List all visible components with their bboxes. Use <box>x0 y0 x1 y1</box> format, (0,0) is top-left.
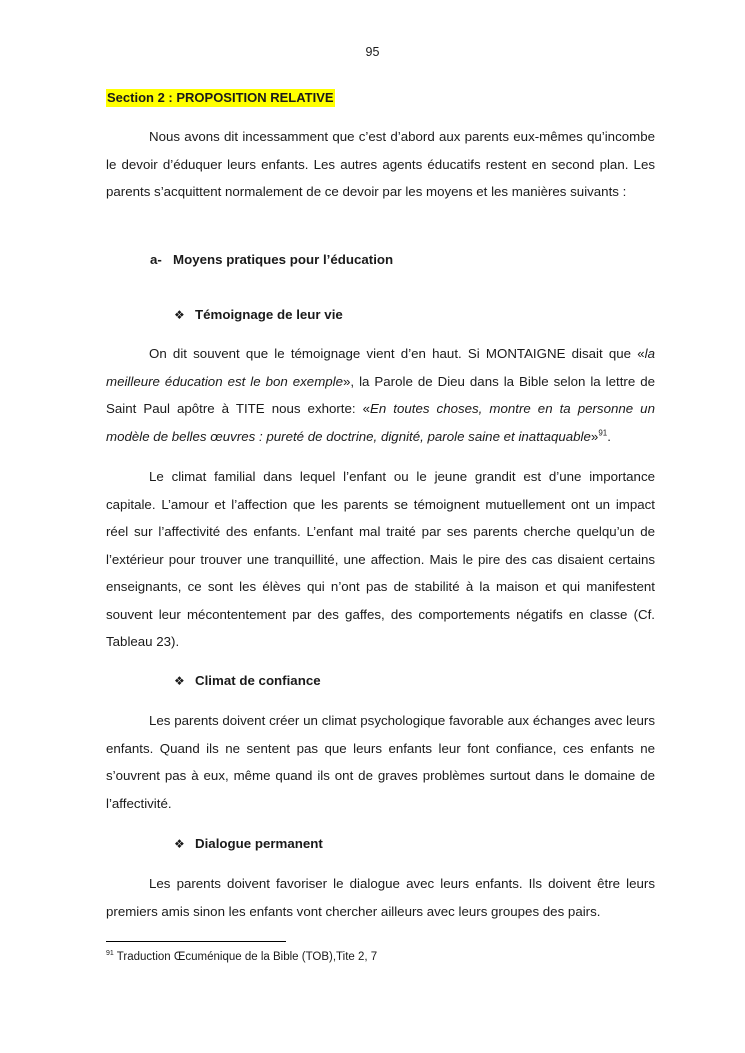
subsection-letter: a- <box>150 252 162 267</box>
paragraph-climat-familial <box>106 463 655 656</box>
paragraph-text: On dit souvent que le témoignage vient d’en haut. Si MONTAIGNE disait que « <box>149 346 645 361</box>
section-title: Section 2 : PROPOSITION RELATIVE <box>107 90 334 105</box>
bullet-heading-temoignage <box>174 306 343 324</box>
paragraph-text: Les parents doivent favoriser le dialogue avec leurs enfants. Ils doivent être leurs premiers amis sinon les enfants vont chercher ailleurs avec leurs groupes des pairs. <box>106 876 655 919</box>
intro-paragraph-text: Nous avons dit incessamment que c’est d’abord aux parents eux-mêmes qu’incombe le devoir d’éduquer leurs enfants. Les autres agents éducatifs restent en second plan. Les parents s’acquittent normalement de ce devoir par les moyens et les manières suivants : <box>106 129 655 199</box>
bullet-heading-confiance <box>174 672 321 690</box>
diamond-bullet-icon: ❖ <box>174 308 185 322</box>
footnote-text: Traduction Œcuménique de la Bible (TOB),Tite 2, 7 <box>116 951 378 963</box>
footnote <box>106 949 377 965</box>
footnote-separator <box>106 941 286 942</box>
paragraph-temoignage <box>106 340 655 450</box>
diamond-bullet-icon: ❖ <box>174 837 185 851</box>
footnote-reference: 91 <box>598 428 608 438</box>
montaigne-quote: la meilleure éducation est le bon exemple <box>106 346 655 389</box>
footnote-number: 91 <box>106 950 114 958</box>
intro-paragraph <box>106 123 655 206</box>
subsection-heading <box>150 251 393 269</box>
paragraph-dialogue <box>106 870 655 925</box>
diamond-bullet-icon: ❖ <box>174 674 185 688</box>
paragraph-confiance <box>106 707 655 817</box>
paragraph-text: », la Parole de Dieu dans la Bible selon la lettre de Saint Paul apôtre à TITE nous exhorte: « <box>106 373 656 416</box>
subsection-title: Moyens pratiques pour l’éducation <box>173 252 394 267</box>
bullet-heading-text: Témoignage de leur vie <box>195 307 343 322</box>
page-number: 95 <box>365 45 380 59</box>
bible-quote: En toutes choses, montre en ta personne un modèle de belles œuvres : pureté de doctrine, dignité, parole saine et inattaquable <box>106 401 655 444</box>
paragraph-text: . <box>607 428 611 444</box>
bullet-heading-text: Dialogue permanent <box>195 836 323 851</box>
paragraph-text: Les parents doivent créer un climat psychologique favorable aux échanges avec leurs enfants. Quand ils ne sentent pas que leurs enfants leur font confiance, ces enfants ne s’ouvrent pas à eux, même quand ils ont de graves problèmes surtout dans le domaine de l’affectivité. <box>106 713 655 811</box>
bullet-heading-dialogue <box>174 835 323 853</box>
paragraph-text: Le climat familial dans lequel l’enfant ou le jeune grandit est d’une importance capitale. L’amour et l’affection que les parents se témoignent mutuellement ont un impact réel sur l’affectivité des enfants. L’enfant mal traité par ses parents cherche quelqu’un de l’extérieur pour trouver une tranquillité, une affection. Mais le pire des cas disaient certains enseignants, ce sont les élèves qui n’ont pas de stabilité à la maison et qui manifestent souvent leur mécontentement par des gaffes, des comportements négatifs en classe (Cf. Tableau 23). <box>106 469 655 649</box>
bullet-heading-text: Climat de confiance <box>195 673 321 688</box>
paragraph-text: » <box>590 428 599 444</box>
